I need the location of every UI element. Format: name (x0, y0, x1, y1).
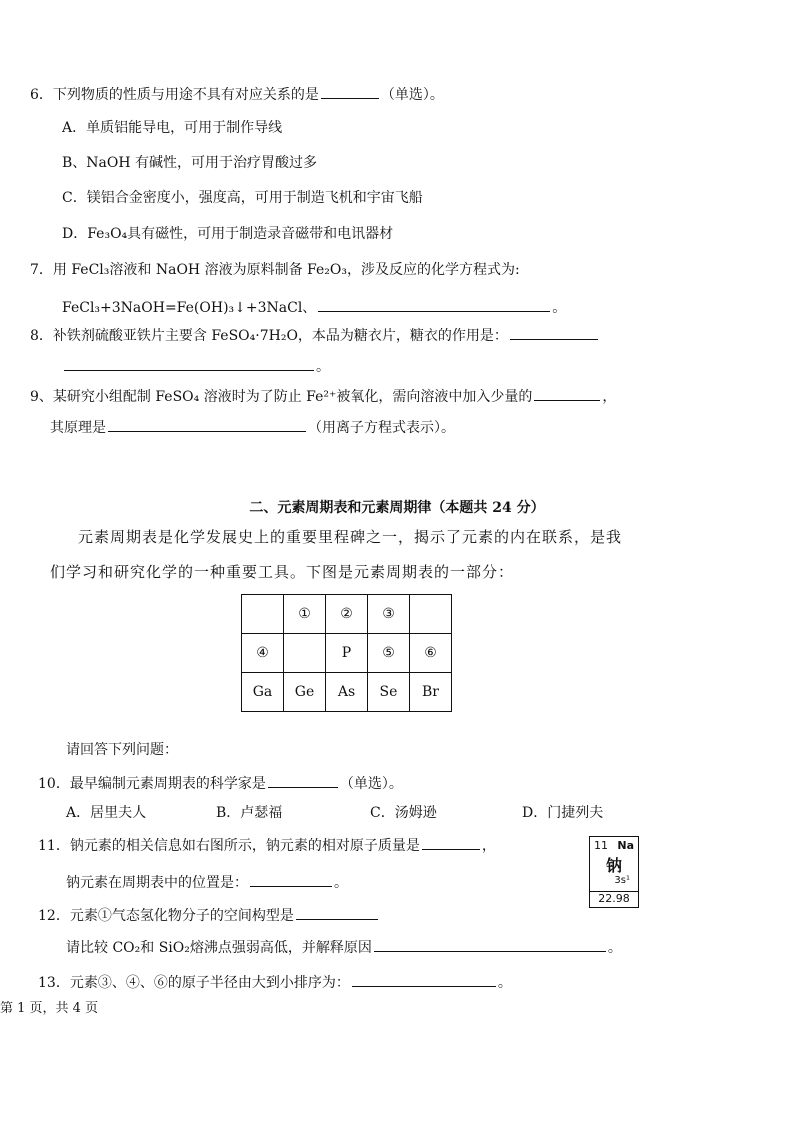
section-2-prompt: 请回答下列问题： (66, 742, 178, 758)
q7-equation: FeCl₃+3NaOH=Fe(OH)₃↓+3NaCl、 (62, 300, 317, 316)
question-13 (38, 972, 512, 993)
question-12-line2 (66, 937, 622, 958)
q10-option-d: D．门捷列夫 (522, 805, 604, 821)
section-2-intro-line2: 们学习和研究化学的一种重要工具。下图是元素周期表的一部分： (50, 563, 515, 581)
pt-cell (284, 634, 326, 673)
question-9 (30, 386, 616, 407)
question-8-line2 (62, 356, 330, 377)
q10-answer-blank[interactable] (268, 773, 338, 788)
q12-stem: 12．元素①气态氢化物分子的空间构型是 (38, 908, 294, 924)
pt-cell: ④ (242, 634, 284, 673)
q11-comma: ， (481, 838, 496, 854)
q11-line2: 钠元素在周期表中的位置是： (66, 875, 248, 891)
periodic-table-fragment (241, 594, 452, 712)
q9-answer-blank-2[interactable] (108, 417, 306, 432)
question-7-equation (62, 297, 566, 318)
pt-cell: ⑤ (368, 634, 410, 673)
question-8 (30, 325, 600, 346)
q10-suffix: （单选）。 (339, 776, 403, 792)
q6-suffix: （单选）。 (380, 87, 444, 103)
sodium-element-card (589, 836, 639, 908)
na-atomic-mass: 22.98 (590, 891, 638, 905)
question-6 (30, 84, 444, 105)
pt-cell: P (326, 634, 368, 673)
section-2-title: 二、元素周期表和元素周期律（本题共 24 分） (249, 500, 545, 516)
q7-stem: 7．用 FeCl₃溶液和 NaOH 溶液为原料制备 Fe₂O₃，涉及反应的化学方程式为: (30, 262, 520, 278)
pt-cell: Ge (284, 673, 326, 712)
q6-answer-blank[interactable] (321, 84, 379, 99)
q9-line2-prefix: 其原理是 (50, 420, 106, 436)
question-11 (38, 835, 496, 856)
q12-end: 。 (607, 940, 622, 956)
q9-comma: ， (602, 389, 617, 405)
q11-answer-blank-1[interactable] (422, 835, 480, 850)
pt-cell: Se (368, 673, 410, 712)
page-footer: 第 1 页，共 4 页 (0, 1001, 99, 1016)
na-electron-config: 3s¹ (614, 875, 630, 886)
q12-answer-blank-1[interactable] (296, 905, 378, 920)
q8-answer-blank-1[interactable] (510, 325, 598, 340)
q11-answer-blank-2[interactable] (250, 872, 332, 887)
q7-end: 。 (552, 300, 567, 316)
q12-answer-blank-2[interactable] (374, 937, 606, 952)
q8-stem: 8．补铁剂硫酸亚铁片主要含 FeSO₄·7H₂O，本品为糖衣片，糖衣的作用是： (30, 328, 508, 344)
na-chinese-name: 钠 (605, 856, 622, 875)
q10-option-a: A．居里夫人 (66, 805, 147, 821)
q8-end: 。 (316, 359, 330, 375)
pt-cell: Br (410, 673, 452, 712)
pt-cell: Ga (242, 673, 284, 712)
pt-cell (242, 595, 284, 634)
q9-stem: 9、某研究小组配制 FeSO₄ 溶液时为了防止 Fe²⁺被氧化，需向溶液中加入少量的 (30, 389, 533, 405)
q13-stem: 13．元素③、④、⑥的原子半径由大到小排序为： (38, 975, 350, 991)
pt-cell: ① (284, 595, 326, 634)
na-atomic-number: 11 (594, 839, 608, 852)
pt-cell: ⑥ (410, 634, 452, 673)
q10-stem: 10．最早编制元素周期表的科学家是 (38, 776, 266, 792)
q11-end: 。 (334, 875, 348, 891)
q13-answer-blank[interactable] (352, 972, 496, 987)
q6-stem: 6．下列物质的性质与用途不具有对应关系的是 (30, 87, 319, 103)
q13-end: 。 (497, 975, 512, 991)
q11-stem: 11．钠元素的相关信息如右图所示，钠元素的相对原子质量是 (38, 838, 420, 854)
q12-line2: 请比较 CO₂和 SiO₂熔沸点强弱高低，并解释原因 (66, 940, 372, 956)
q9-line2-suffix: （用离子方程式表示）。 (308, 420, 455, 436)
q10-option-b: B．卢瑟福 (216, 805, 283, 821)
question-10 (38, 773, 403, 794)
pt-cell (410, 595, 452, 634)
q6-option-d: D．Fe₃O₄具有磁性，可用于制造录音磁带和电讯器材 (62, 226, 394, 242)
question-12 (38, 905, 380, 926)
q9-answer-blank-1[interactable] (534, 386, 600, 401)
q6-option-b: B、NaOH 有碱性，可用于治疗胃酸过多 (62, 155, 318, 171)
q8-answer-blank-2[interactable] (64, 356, 314, 371)
question-9-line2 (50, 417, 455, 438)
question-11-line2 (66, 872, 348, 893)
pt-cell: As (326, 673, 368, 712)
q6-option-a: A．单质铝能导电，可用于制作导线 (62, 120, 283, 136)
section-2-intro-line1: 元素周期表是化学发展史上的重要里程碑之一，揭示了元素的内在联系，是我 (78, 528, 623, 546)
q10-option-c: C．汤姆逊 (370, 805, 437, 821)
q6-option-c: C．镁铝合金密度小，强度高，可用于制造飞机和宇宙飞船 (62, 190, 423, 206)
pt-cell: ② (326, 595, 368, 634)
q7-answer-blank[interactable] (318, 297, 550, 312)
na-symbol: Na (617, 839, 634, 852)
pt-cell: ③ (368, 595, 410, 634)
